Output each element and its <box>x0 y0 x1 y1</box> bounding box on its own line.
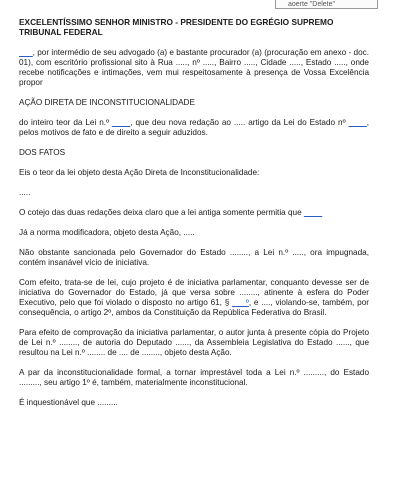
fatos-paragraph-4: Já a norma modificadora, objeto desta Ação, ..... <box>19 228 195 237</box>
lei-number-placeholder[interactable]: ____ <box>112 118 131 127</box>
paragrafo-placeholder[interactable]: ___º <box>232 298 249 307</box>
delete-tag[interactable]: aoerte "Delete" <box>275 0 378 9</box>
fatos-p3-text: O cotejo das duas redações deixa claro que a lei antiga somente permitia que <box>19 208 302 217</box>
document-page <box>19 17 369 408</box>
acao-text-c: , pelos motivos de fato e de direito a seguir aduzidos. <box>19 118 370 137</box>
permissao-placeholder[interactable]: ____ <box>303 208 323 217</box>
document-title <box>19 17 369 37</box>
acao-text-b: , que deu nova redação ao ..... artigo da Lei do Estado nº <box>130 118 346 127</box>
section-acao-direta: AÇÃO DIRETA DE INCONSTITUCIONALIDADE <box>19 98 195 107</box>
intro-paragraph <box>19 48 369 88</box>
fatos-p6-text-b: , e ...., violando-se, também, por consequência, o artigo 2º, ambos da Constituição da República Federativa do Brasil. <box>19 298 369 317</box>
section-dos-fatos: DOS FATOS <box>19 148 66 157</box>
fatos-paragraph-5: Não obstante sancionada pelo Governador do Estado ........, a Lei n.º ....., ora impugnada, contém insanável vício de iniciativa. <box>19 248 369 267</box>
fatos-p6-text-a: Com efeito, trata-se de lei, cujo projeto é de iniciativa parlamentar, conquanto devesse ser de iniciativa do Governador do Estado, já que versa sobre ........, atinente à esfera do Poder Executivo, pelo que foi violado o disposto no artigo 61, § <box>19 278 369 307</box>
fatos-paragraph-9: É inquestionável que ......... <box>19 398 118 407</box>
fatos-paragraph-6 <box>19 278 369 318</box>
fatos-paragraph-7: Para efeito de comprovação da iniciativa parlamentar, o autor junta à presente cópia do Projeto de Lei n.º ........, de autoria do Deputado ......, da Assembleia Legislativa do Estado ......, que resultou na Lei n.º ........ de .... de ........, objeto desta Ação. <box>19 328 369 357</box>
acao-paragraph <box>19 118 369 138</box>
fatos-paragraph-3 <box>19 208 369 218</box>
fatos-paragraph-8: A par da inconstitucionalidade formal, a tornar imprestável toda a Lei n.º ........., do Estado ........., seu artigo 1º é, também, materialmente inconstitucional. <box>19 368 369 387</box>
title-line-2: TRIBUNAL FEDERAL <box>19 27 103 37</box>
fatos-paragraph-1: Eis o teor da lei objeto desta Ação Direta de Inconstitucionalidade: <box>19 168 260 177</box>
fatos-paragraph-2: ..... <box>19 188 31 197</box>
party-placeholder[interactable]: ___ <box>19 48 33 57</box>
lei-estado-placeholder[interactable]: ____ <box>348 118 367 127</box>
intro-text: , por intermédio de seu advogado (a) e bastante procurador (a) (procuração em anexo - doc. 01), com escritório profissional sito à Rua ....., nº ....., Bairro ....., Cidade ....., Estado ....., onde recebe notificações e intimações, vem mui respeitosamente à presença de Vossa Excelência propor <box>19 48 369 87</box>
acao-text-a: do inteiro teor da Lei n.º <box>19 118 110 127</box>
title-line-1: EXCELENTÍSSIMO SENHOR MINISTRO - PRESIDENTE DO EGRÉGIO SUPREMO <box>19 17 334 27</box>
